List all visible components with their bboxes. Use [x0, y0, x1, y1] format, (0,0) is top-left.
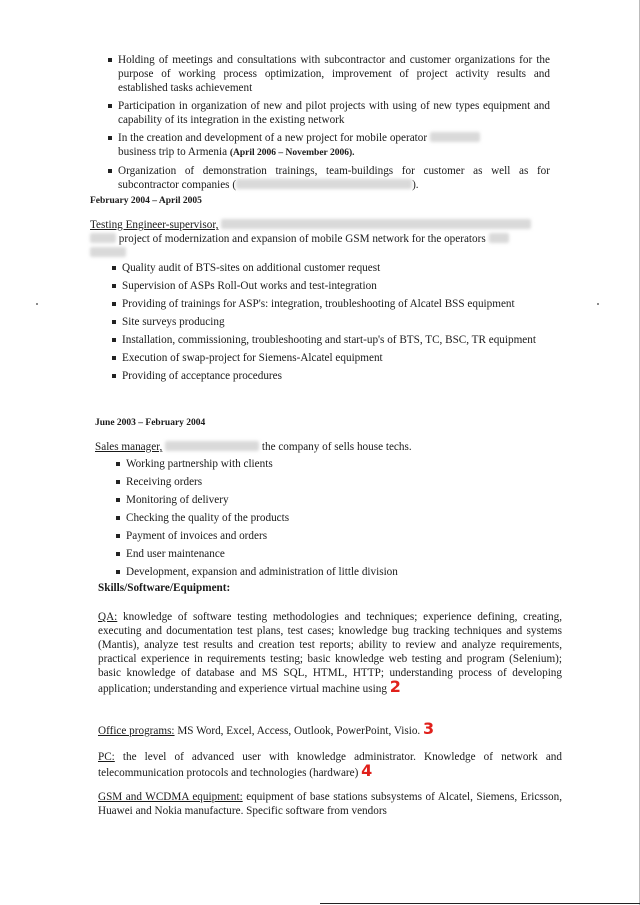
redacted-operators [489, 233, 509, 243]
job-duties [112, 261, 542, 387]
skills-qa [98, 610, 562, 696]
job-header [90, 218, 552, 260]
duty-item: Participation in organization of new and pilot projects with using of new types equipment and capability of its integration in the existing network [108, 99, 550, 127]
job-date-range: February 2004 – April 2005 [90, 196, 202, 206]
scan-speck [36, 303, 38, 305]
skills-pc-text: the level of advanced user with knowledge administrator. Knowledge of network and telecommunication protocols and technologies (hardware) [98, 751, 562, 779]
duty-item: Supervision of ASPs Roll-Out works and test-integration [112, 279, 542, 293]
duty-item: Providing of trainings for ASP's: integration, troubleshooting of Alcatel BSS equipment [112, 297, 542, 311]
duty-item: Execution of swap-project for Siemens-Alcatel equipment [112, 351, 542, 365]
redacted-prefix [90, 233, 116, 243]
redacted-operator-name [430, 132, 480, 142]
duty-item: Development, expansion and administration of little division [116, 565, 536, 579]
armenia-trip-dates: (April 2006 – November 2006). [229, 148, 355, 158]
skills-pc-label: PC: [98, 751, 115, 763]
annotation-marker: 2 [389, 677, 401, 696]
duty-item: Installation, commissioning, troubleshooting and start-up's of BTS, TC, BSC, TR equipment [112, 333, 542, 347]
skills-qa-text: knowledge of software testing methodologies and techniques; experience defining, creating, executing and documentation test plans, test cases; knowledge bug tracking techniques and systems (Mantis), analyze test results and creation test reports; ability to review and analyze requirements, practical experience in requirements testing; basic knowledge web testing and program (Selenium); basic knowledge of database and MS SQL, HTML, HTTP; understanding process of developing application; understanding and experience virtual machine using [98, 611, 563, 695]
duty-item: In the creation and development of a new project for mobile operator business trip to Armenia (April 2006 – November 2006). [108, 131, 550, 160]
skills-gsm [98, 790, 562, 818]
job-title: Testing Engineer-supervisor, [90, 219, 219, 231]
duty-item: Receiving orders [116, 475, 536, 489]
duty-item: End user maintenance [116, 547, 536, 561]
redacted-employer [221, 219, 531, 229]
duty-item: Organization of demonstration trainings, team-buildings for customer as well as for subcontractor companies ( ). [108, 164, 550, 192]
job-header [95, 440, 545, 454]
job-duties [116, 457, 536, 583]
scan-speck [597, 303, 599, 305]
skills-qa-label: QA: [98, 611, 118, 623]
skills-gsm-label: GSM and WCDMA equipment: [98, 791, 243, 803]
redacted-employer [165, 441, 259, 451]
duty-item: Working partnership with clients [116, 457, 536, 471]
skills-office-label: Office programs: [98, 725, 175, 737]
previous-job-duties [108, 53, 550, 196]
skills-heading: Skills/Software/Equipment: [98, 582, 231, 594]
skills-office-text: MS Word, Excel, Access, Outlook, PowerPoint, Visio. [177, 725, 421, 737]
redacted-company-names [236, 179, 412, 189]
duty-item: Holding of meetings and consultations with subcontractor and customer organizations for the purpose of working process optimization, improvement of project activity results and established tasks achievement [108, 53, 550, 95]
skills-gsm-text: equipment of base stations subsystems of Alcatel, Siemens, Ericsson, Huawei and Nokia manufacture. Specific software from vendors [98, 791, 562, 817]
armenia-trip-text: business trip to Armenia [118, 146, 228, 158]
job-title: Sales manager, [95, 441, 163, 453]
duty-item: Monitoring of delivery [116, 493, 536, 507]
annotation-marker: 3 [423, 719, 435, 738]
duty-item: Payment of invoices and orders [116, 529, 536, 543]
duty-item: Checking the quality of the products [116, 511, 536, 525]
annotation-marker: 4 [361, 761, 373, 780]
scan-bottom-line [320, 903, 640, 904]
skills-pc [98, 750, 562, 780]
duty-item: Providing of acceptance procedures [112, 369, 542, 383]
duty-item: Site surveys producing [112, 315, 542, 329]
duty-item: Quality audit of BTS-sites on additional customer request [112, 261, 542, 275]
redacted-operators-cont [90, 247, 126, 257]
job-date-range: June 2003 – February 2004 [95, 418, 206, 428]
job-description: the company of sells house techs. [261, 441, 412, 453]
job-description: project of modernization and expansion of mobile GSM network for the operators [118, 233, 486, 245]
skills-office [98, 719, 562, 738]
